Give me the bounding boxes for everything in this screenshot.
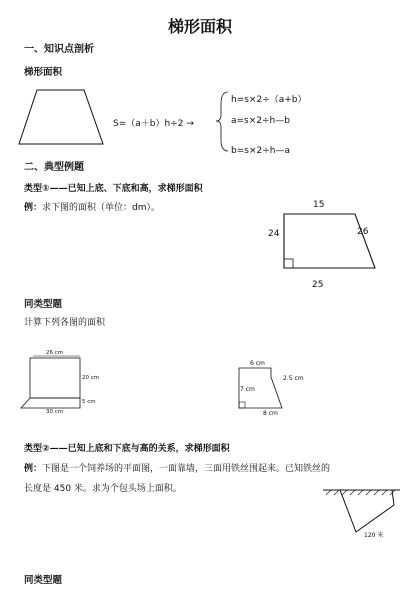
fig-a-small-label: 5 cm <box>82 399 96 405</box>
example-left-label: 24 <box>268 229 280 239</box>
fig-b-top-label: 6 cm <box>250 360 265 367</box>
similar-heading-2: 同类型题 <box>24 575 63 586</box>
similar-heading-1: 同类型题 <box>24 299 63 310</box>
type2-label: 类型② <box>24 444 50 454</box>
type2-example-line1: 下图是一个饲养场的平面图，一面靠墙，三面用铁丝围起来。已知铁丝的 <box>42 464 331 474</box>
formula-branch-b: b=s×2÷h—a <box>231 146 290 156</box>
formula-branch-a: a=s×2÷h—b <box>231 116 290 126</box>
type1-example-label: 例： <box>24 203 43 213</box>
fig-a-bottom-label: 30 cm <box>46 409 64 415</box>
section-heading-examples: 二、典型例题 <box>24 162 84 173</box>
fig-b-left-label: 7 cm <box>240 386 255 393</box>
formula-main: S=（a＋b）h÷2 → <box>113 119 194 129</box>
type2-example-line2: 长度是 450 米。求为个包头场上面积。 <box>24 484 182 494</box>
similar-instruction: 计算下列各图的面积 <box>24 318 106 328</box>
type1-example-text: 求下图的面积（单位：dm）。 <box>42 203 160 213</box>
example-trapezoid <box>284 214 375 268</box>
type2-example-label: 例： <box>24 464 43 474</box>
trapezoid-shape <box>19 90 103 144</box>
section-heading-knowledge: 一、知识点剖析 <box>24 44 94 55</box>
formula-branch-h: h=s×2÷（a+b） <box>231 95 307 105</box>
type1-label: 类型① <box>24 184 50 194</box>
example-right-label: 26 <box>357 227 369 237</box>
right-angle-mark <box>284 259 293 268</box>
wall-figure-label: 120 米 <box>364 532 384 539</box>
formula-brace <box>216 92 228 151</box>
similar-figure-a <box>21 356 80 408</box>
fig-a-top-label: 26 cm <box>46 350 64 356</box>
type2-desc: ——已知上底和下底与高的关系，求梯形面积 <box>49 444 230 454</box>
type1-desc: ——已知上底、下底和高，求梯形面积 <box>49 184 203 194</box>
example-bottom-label: 25 <box>312 280 324 290</box>
page-title: 梯形面积 <box>167 17 232 36</box>
wall-trapezoid-figure <box>323 490 400 532</box>
fig-a-right-label: 20 cm <box>82 375 100 381</box>
example-top-label: 15 <box>313 200 325 210</box>
subheading-trapezoid-area: 梯形面积 <box>24 67 63 78</box>
fig-b-bottom-label: 8 cm <box>263 410 278 417</box>
fig-b-right-label: 2.5 cm <box>283 375 304 382</box>
